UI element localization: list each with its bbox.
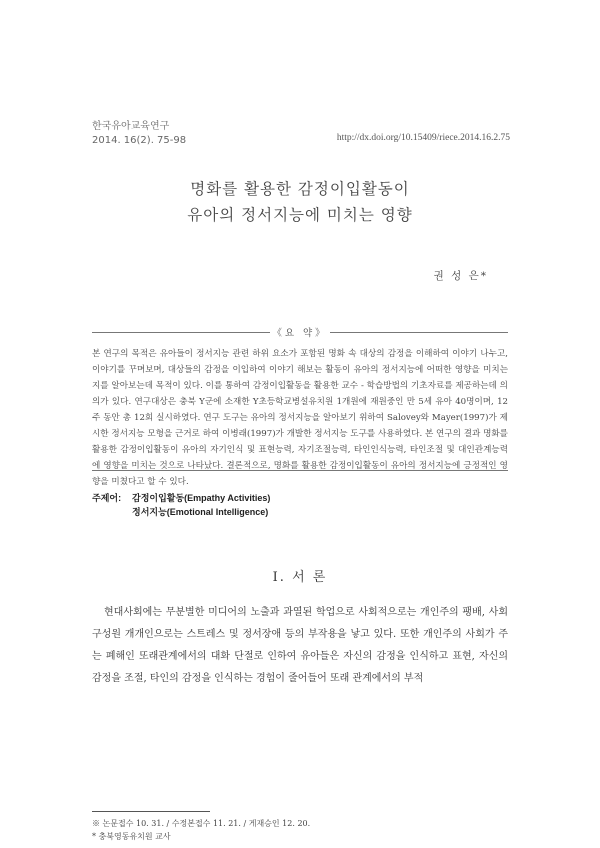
- journal-header: [92, 120, 186, 148]
- section-heading: I. 서 론: [272, 570, 328, 585]
- body-text: [92, 602, 508, 690]
- abstract-heading: 《요 약》: [270, 325, 330, 339]
- keywords-label: 주제어:: [92, 493, 122, 503]
- keyword-item: 정서지능(Emotional Intelligence): [132, 507, 269, 517]
- keyword-item: 감정이입활동(Empathy Activities): [132, 493, 271, 503]
- intro-paragraph: 현대사회에는 무분별한 미디어의 노출과 과열된 학업으로 사회적으로는 개인주의 팽배, 사회 구성원 개개인으로는 스트레스 및 정서장애 등의 부작용을 낳고 있다. 또한 개인주의 사회가 주는 폐해인 또래관계에서의 대화 단절로 인하여 유아들은 자신의 감정을 인식하고 표현, 자신의 감정을 조절, 타인의 감정을 인식하는 경험이 줄어들어 또래 관계에서의 부적: [92, 607, 508, 684]
- footnote-affiliation: * 충북영동유치원 교사: [92, 832, 171, 841]
- title-line-2: 유아의 정서지능에 미치는 영향: [187, 206, 413, 224]
- abstract-text: 본 연구의 목적은 유아들이 정서지능 관련 하위 요소가 포함된 명화 속 대상의 감정을 이해하여 이야기 나누고, 이야기를 꾸며보며, 대상들의 감정을 이입하여 이야기 해보는 활동이 유아의 정서지능에 어떠한 영향을 미치는지를 알아보는데 목적이 있다. 이를 통하여 감정이입활동을 활용한 교수 - 학습방법의 기초자료를 제공하는데 의의가 있다. 연구대상은 충북 Y군에 소재한 Y초등학교병설유치원 1개원에 재원중인 만 5세 유아 40명이며, 12주 동안 총 12회 실시하였다. 연구 도구는 유아의 정서지능을 알아보기 위하여 Salovey와 Mayer(1997)가 제시한 정서지능 모형을 근거로 하여 이병래(1997)가 개발한 정서지능 도구를 사용하였다. 본 연구의 결과 명화를 활용한 감정이입활동이 유아의 자기인식 및 표현능력, 자기조절능력, 타인인식능력, 타인조절 및 대인관계능력에 영향을 미치는 것으로 나타났다. 결론적으로, 명화를 활용한 감정이입활동이 유아의 정서지능에 긍정적인 영향을 미쳤다고 할 수 있다.: [92, 349, 508, 487]
- journal-name: 한국유아교육연구: [92, 121, 170, 132]
- footnote-rule: [92, 811, 210, 812]
- doi-link[interactable]: http://dx.doi.org/10.15409/riece.2014.16.2.75: [336, 133, 510, 143]
- keywords-list: [132, 491, 270, 519]
- footnote-dates: ※ 논문접수 10. 31. / 수정본접수 11. 21. / 게재승인 12. 20.: [92, 819, 311, 828]
- author-name: 권 성 은*: [433, 270, 488, 282]
- abstract-bottom-rule: [92, 470, 508, 471]
- paper-title: [0, 176, 600, 228]
- title-line-1: 명화를 활용한 감정이입활동이: [190, 180, 410, 198]
- volume-info: 2014. 16(2). 75-98: [92, 135, 187, 146]
